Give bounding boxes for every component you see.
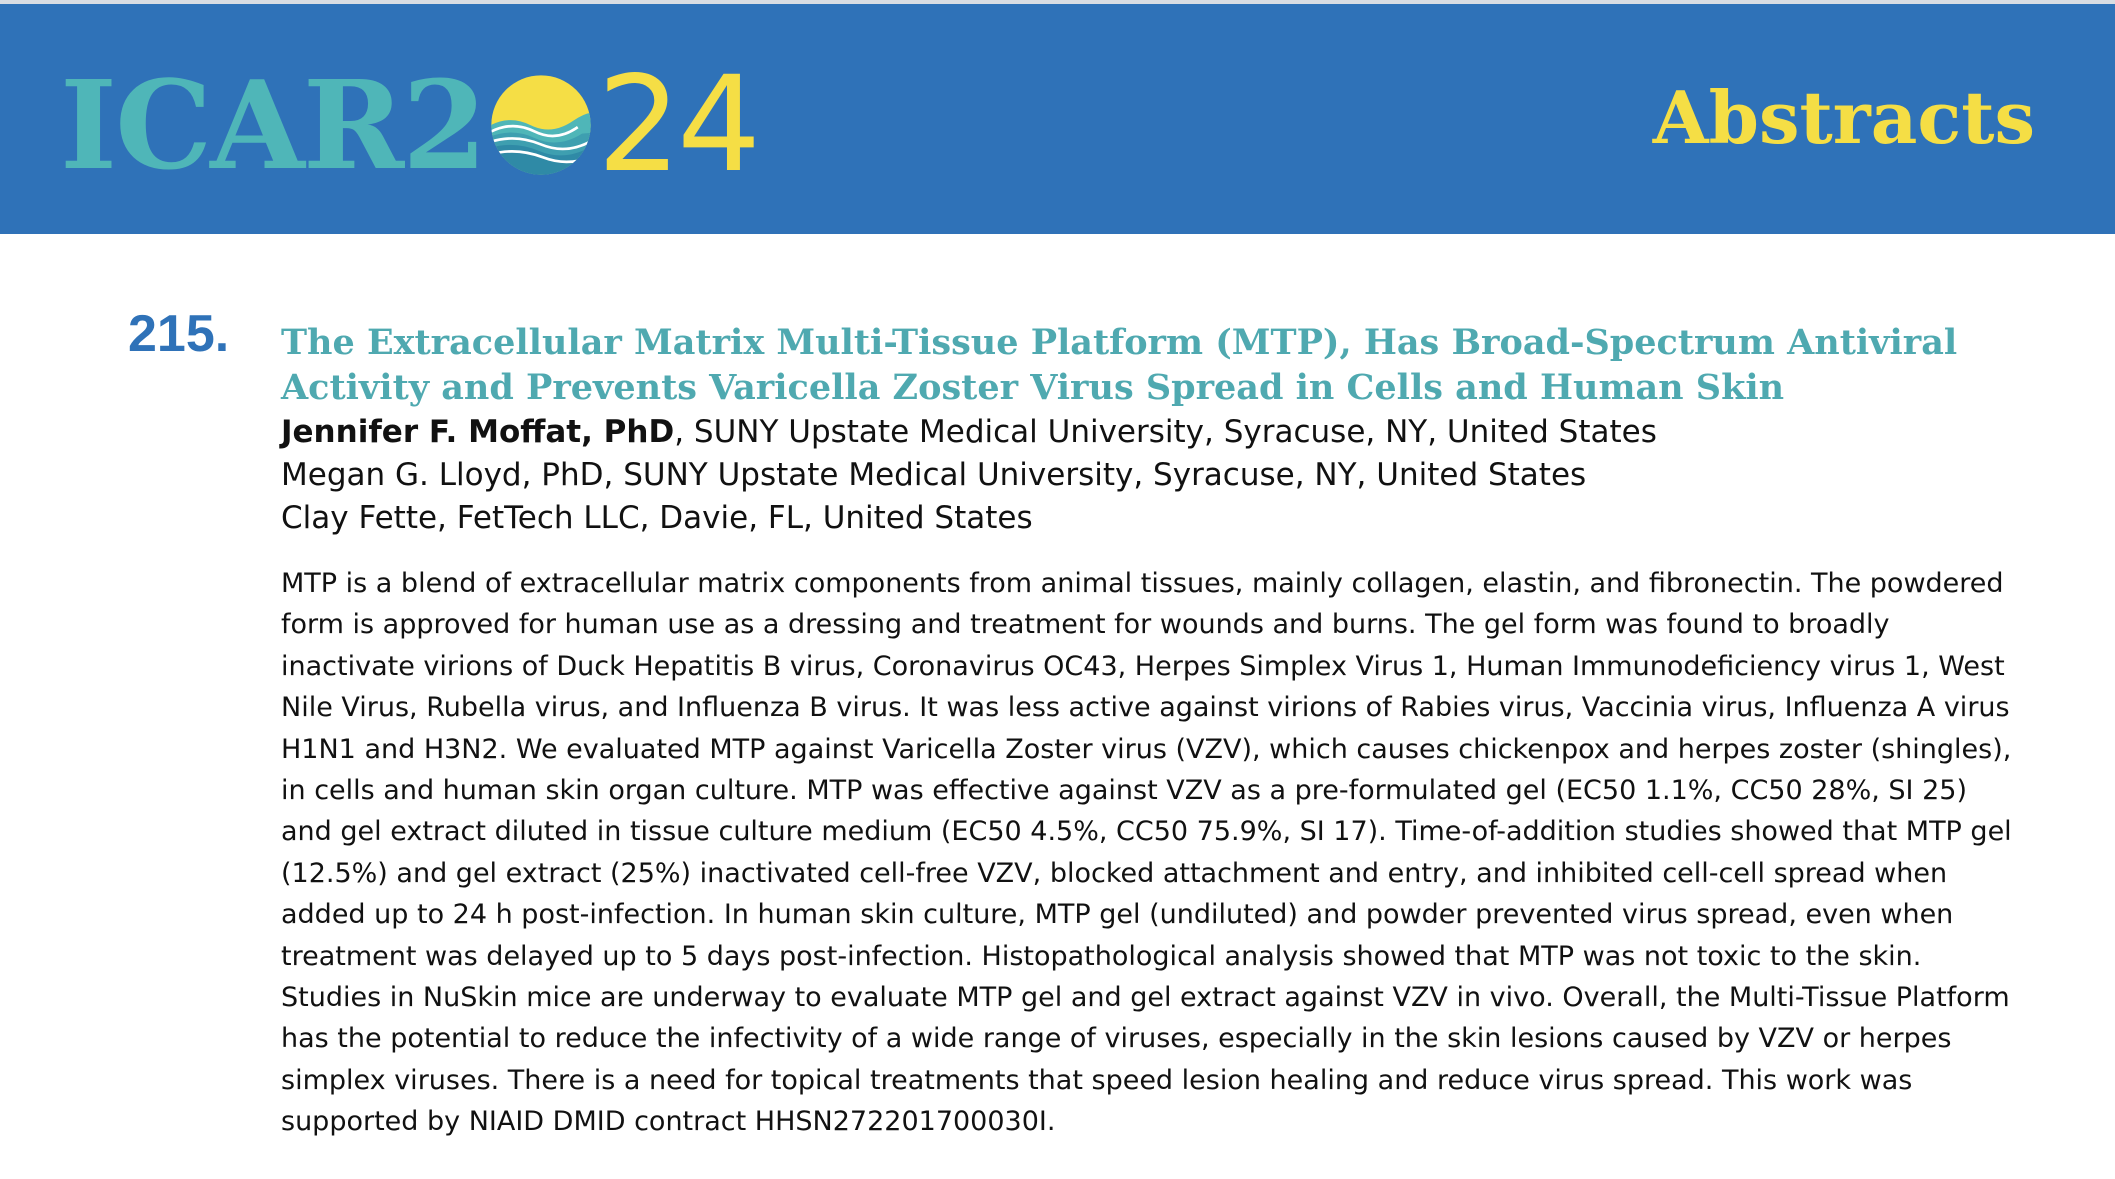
author-affiliation: , FetTech LLC, Davie, FL, United States (437, 500, 1033, 536)
author-list (281, 411, 2001, 540)
abstract-title-line-1: The Extracellular Matrix Multi-Tissue Platform (MTP), Has Broad-Spectrum Antiviral (281, 322, 1958, 363)
author-line (281, 497, 2001, 540)
header-banner (0, 4, 2115, 234)
author-name: Jennifer F. Moffat, PhD (281, 414, 675, 450)
author-affiliation: , SUNY Upstate Medical University, Syracuse, NY, United States (603, 457, 1587, 493)
conference-logo (60, 47, 758, 202)
sun-wave-icon (487, 71, 595, 179)
abstract-number: 215. (128, 305, 230, 363)
author-line (281, 454, 2001, 497)
abstract-body: MTP is a blend of extracellular matrix components from animal tissues, mainly collagen, elastin, and fibronectin. The powdered form is approved for human use as a dressing and treatment for wounds and burns. The gel form was found to broadly inactivate virions of Duck Hepatitis B virus, Coronavirus OC43, Herpes Simplex Virus 1, Human Immunodeficiency virus 1, West Nile Virus, Rubella virus, and Influenza B virus. It was less active against virions of Rabies virus, Vaccinia virus, Influenza A virus H1N1 and H3N2. We evaluated MTP against Varicella Zoster virus (VZV), which causes chickenpox and herpes zoster (shingles), in cells and human skin organ culture. MTP was effective against VZV as a pre-formulated gel (EC50 1.1%, CC50 28%, SI 25) and gel extract diluted in tissue culture medium (EC50 4.5%, CC50 75.9%, SI 17). Time-of-addition studies showed that MTP gel (12.5%) and gel extract (25%) inactivated cell-free VZV, blocked attachment and entry, and inhibited cell-cell spread when added up to 24 h post-infection. In human skin culture, MTP gel (undiluted) and powder prevented virus spread, even when treatment was delayed up to 5 days post-infection. Histopathological analysis showed that MTP was not toxic to the skin. Studies in NuSkin mice are underway to evaluate MTP gel and gel extract against VZV in vivo. Overall, the Multi-Tissue Platform has the potential to reduce the infectivity of a wide range of viruses, especially in the skin lesions caused by VZV or herpes simplex viruses. There is a need for topical treatments that speed lesion healing and reduce virus spread. This work was supported by NIAID DMID contract HHSN272201700030I. (281, 568, 2012, 1138)
section-title: Abstracts (1652, 75, 2035, 160)
logo-text-right: 24 (597, 47, 758, 202)
author-affiliation: , SUNY Upstate Medical University, Syracuse, NY, United States (674, 414, 1657, 450)
author-name: Clay Fette (281, 500, 438, 536)
author-name: Megan G. Lloyd, PhD (281, 457, 604, 493)
abstract-title-line-2: Activity and Prevents Varicella Zoster Virus Spread in Cells and Human Skin (281, 367, 1785, 408)
abstract-title (281, 320, 2001, 410)
author-line (281, 411, 2001, 454)
logo-text-left: ICAR2 (60, 52, 486, 197)
